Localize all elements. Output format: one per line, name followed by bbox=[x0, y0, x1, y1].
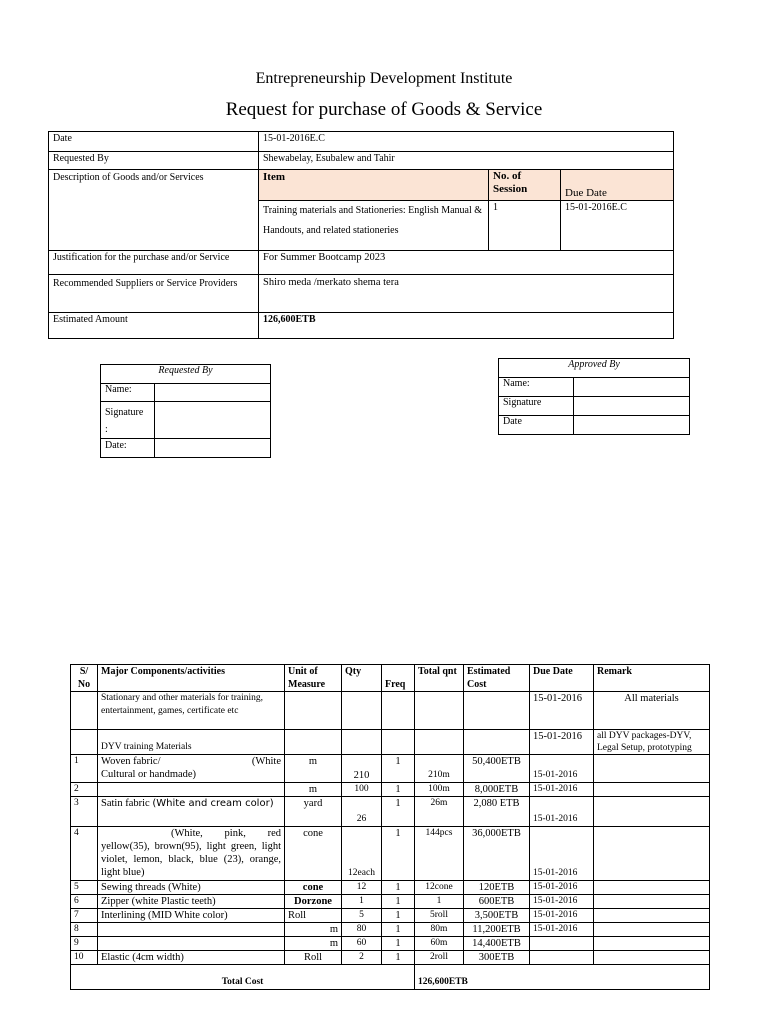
total-cell: 5roll bbox=[415, 909, 464, 923]
due-cell: 15-01-2016 bbox=[530, 797, 594, 827]
total-cell: 2roll bbox=[415, 951, 464, 965]
col-component: Major Components/activities bbox=[98, 665, 285, 692]
due-cell: 15-01-2016 bbox=[530, 923, 594, 937]
document-title: Request for purchase of Goods & Service bbox=[225, 99, 543, 120]
unit-cell: cone bbox=[285, 827, 342, 881]
due-cell: 15-01-2016 bbox=[530, 827, 594, 881]
unit-cell: yard bbox=[285, 797, 342, 827]
total-cell: 210m bbox=[415, 755, 464, 783]
cost-cell: 8,000ETB bbox=[464, 783, 530, 797]
table-row bbox=[71, 909, 710, 923]
approved-signature-field[interactable] bbox=[574, 397, 690, 416]
approved-by-box bbox=[498, 358, 690, 435]
sno-cell: 3 bbox=[71, 797, 98, 827]
component-cell: Woven fabric/ (White Cultural or handmade) bbox=[98, 755, 285, 783]
requested-date-field[interactable] bbox=[155, 439, 271, 458]
component-cell: DYV training Materials bbox=[98, 730, 285, 755]
freq-cell: 1 bbox=[382, 909, 415, 923]
approved-box-title: Approved By bbox=[499, 359, 690, 378]
component-cell: Zipper (white Plastic teeth) bbox=[98, 895, 285, 909]
component-cell: (White, pink, red yellow(35), brown(95), light green, light violet, lemon, black, blue (23), orange, light blue) bbox=[98, 827, 285, 881]
total-cost-value: 126,600ETB bbox=[415, 965, 710, 990]
cost-cell: 11,200ETB bbox=[464, 923, 530, 937]
table-row bbox=[71, 730, 710, 755]
sno-cell: 2 bbox=[71, 783, 98, 797]
sno-cell: 1 bbox=[71, 755, 98, 783]
component-cell: Sewing threads (White) bbox=[98, 881, 285, 895]
suppliers-value: Shiro meda /merkato shema tera bbox=[259, 275, 674, 313]
col-freq: Freq bbox=[382, 665, 415, 692]
sno-cell: 5 bbox=[71, 881, 98, 895]
unit-cell: cone bbox=[285, 881, 342, 895]
total-cell: 144pcs bbox=[415, 827, 464, 881]
unit-cell: Dorzone bbox=[285, 895, 342, 909]
qty-cell: 5 bbox=[342, 909, 382, 923]
qty-cell: 1 bbox=[342, 895, 382, 909]
freq-cell: 1 bbox=[382, 783, 415, 797]
unit-cell: m bbox=[285, 923, 342, 937]
remark-cell: all DYV packages-DYV, Legal Setup, prototyping bbox=[594, 730, 710, 755]
total-cost-label: Total Cost bbox=[71, 965, 415, 990]
sno-cell: 7 bbox=[71, 909, 98, 923]
total-cell: 1 bbox=[415, 895, 464, 909]
cost-cell: 14,400ETB bbox=[464, 937, 530, 951]
component-cell bbox=[98, 937, 285, 951]
table-row bbox=[71, 783, 710, 797]
cost-cell: 600ETB bbox=[464, 895, 530, 909]
unit-cell: m bbox=[285, 755, 342, 783]
due-cell bbox=[530, 937, 594, 951]
sno-cell: 6 bbox=[71, 895, 98, 909]
qty-cell: 80 bbox=[342, 923, 382, 937]
remark-cell: All materials bbox=[594, 692, 710, 730]
justification-value: For Summer Bootcamp 2023 bbox=[259, 251, 674, 275]
freq-cell: 1 bbox=[382, 923, 415, 937]
due-cell: 15-01-2016 bbox=[530, 730, 594, 755]
due-header: Due Date bbox=[561, 170, 674, 200]
qty-cell: 2 bbox=[342, 951, 382, 965]
approved-date-field[interactable] bbox=[574, 416, 690, 435]
due-cell: 15-01-2016 bbox=[530, 783, 594, 797]
table-row bbox=[71, 923, 710, 937]
col-remark: Remark bbox=[594, 665, 710, 692]
approved-date-label: Date bbox=[499, 416, 574, 435]
date-label: Date bbox=[49, 132, 259, 152]
total-cell: 60m bbox=[415, 937, 464, 951]
col-cost: Estimated Cost bbox=[464, 665, 530, 692]
total-cell: 80m bbox=[415, 923, 464, 937]
component-cell: Elastic (4cm width) bbox=[98, 951, 285, 965]
approved-signature-label: Signature bbox=[499, 397, 574, 416]
table-row bbox=[71, 937, 710, 951]
requested-date-label: Date: bbox=[101, 439, 155, 458]
freq-cell: 1 bbox=[382, 951, 415, 965]
table-row bbox=[71, 881, 710, 895]
session-header: No. of Session bbox=[489, 170, 561, 200]
requested-by-label: Requested By bbox=[49, 152, 259, 170]
materials-table bbox=[70, 664, 710, 990]
requested-box-title: Requested By bbox=[101, 365, 271, 384]
col-total: Total qnt bbox=[415, 665, 464, 692]
due-cell: 15-01-2016 bbox=[530, 881, 594, 895]
date-value: 15-01-2016E.C bbox=[259, 132, 674, 152]
approved-name-label: Name: bbox=[499, 378, 574, 397]
cost-cell: 3,500ETB bbox=[464, 909, 530, 923]
item-value: Training materials and Stationeries: English Manual & Handouts, and related stationeries bbox=[259, 200, 489, 250]
table-row bbox=[71, 951, 710, 965]
component-cell: Satin fabric (White and cream color) bbox=[98, 797, 285, 827]
due-cell: 15-01-2016 bbox=[530, 895, 594, 909]
qty-cell: 12 bbox=[342, 881, 382, 895]
total-cell: 26m bbox=[415, 797, 464, 827]
session-value: 1 bbox=[489, 200, 561, 250]
table-row bbox=[71, 692, 710, 730]
table-row bbox=[71, 797, 710, 827]
component-cell bbox=[98, 923, 285, 937]
qty-cell: 12each bbox=[342, 827, 382, 881]
unit-cell: Roll bbox=[285, 951, 342, 965]
freq-cell: 1 bbox=[382, 895, 415, 909]
sno-cell: 9 bbox=[71, 937, 98, 951]
due-cell bbox=[530, 951, 594, 965]
component-cell: Stationary and other materials for training, entertainment, games, certificate etc bbox=[98, 692, 285, 730]
unit-cell: Roll bbox=[285, 909, 342, 923]
justification-label: Justification for the purchase and/or Service bbox=[49, 251, 259, 275]
requested-signature-label: Signature : bbox=[101, 402, 155, 439]
sno-cell: 10 bbox=[71, 951, 98, 965]
col-qty: Qty bbox=[342, 665, 382, 692]
freq-cell: 1 bbox=[382, 937, 415, 951]
freq-cell: 1 bbox=[382, 827, 415, 881]
due-cell: 15-01-2016 bbox=[530, 692, 594, 730]
qty-cell: 210 bbox=[342, 755, 382, 783]
component-cell: Interlining (MID White color) bbox=[98, 909, 285, 923]
total-row bbox=[71, 965, 710, 990]
sno-cell: 4 bbox=[71, 827, 98, 881]
requested-by-value: Shewabelay, Esubalew and Tahir bbox=[259, 152, 674, 170]
cost-cell: 50,400ETB bbox=[464, 755, 530, 783]
items-subtable bbox=[259, 170, 673, 250]
cost-cell: 300ETB bbox=[464, 951, 530, 965]
item-header: Item bbox=[263, 171, 285, 183]
description-label: Description of Goods and/or Services bbox=[49, 170, 259, 251]
approved-name-field[interactable] bbox=[574, 378, 690, 397]
requested-by-box bbox=[100, 364, 271, 458]
qty-cell: 26 bbox=[342, 797, 382, 827]
unit-cell: m bbox=[285, 937, 342, 951]
col-unit: Unit of Measure bbox=[285, 665, 342, 692]
organization-name: Entrepreneurship Development Institute bbox=[255, 70, 513, 87]
due-value: 15-01-2016E.C bbox=[561, 200, 674, 250]
description-cell bbox=[259, 170, 674, 251]
suppliers-label: Recommended Suppliers or Service Providers bbox=[49, 275, 259, 313]
col-due: Due Date bbox=[530, 665, 594, 692]
amount-value: 126,600ETB bbox=[259, 313, 674, 339]
cost-cell: 36,000ETB bbox=[464, 827, 530, 881]
qty-cell: 100 bbox=[342, 783, 382, 797]
qty-cell: 60 bbox=[342, 937, 382, 951]
cost-cell: 120ETB bbox=[464, 881, 530, 895]
component-cell bbox=[98, 783, 285, 797]
table-row bbox=[71, 755, 710, 783]
sno-cell: 8 bbox=[71, 923, 98, 937]
total-cell: 12cone bbox=[415, 881, 464, 895]
col-sno: S/ No bbox=[71, 665, 98, 692]
cost-cell: 2,080 ETB bbox=[464, 797, 530, 827]
table-row bbox=[71, 895, 710, 909]
amount-label: Estimated Amount bbox=[49, 313, 259, 339]
due-cell: 15-01-2016 bbox=[530, 909, 594, 923]
total-cell: 100m bbox=[415, 783, 464, 797]
freq-cell: 1 bbox=[382, 797, 415, 827]
due-cell: 15-01-2016 bbox=[530, 755, 594, 783]
requested-name-label: Name: bbox=[101, 384, 155, 402]
unit-cell: m bbox=[285, 783, 342, 797]
request-info-table bbox=[48, 131, 674, 339]
freq-cell: 1 bbox=[382, 755, 415, 783]
requested-signature-field[interactable] bbox=[155, 402, 271, 439]
requested-name-field[interactable] bbox=[155, 384, 271, 402]
table-row bbox=[71, 827, 710, 881]
freq-cell: 1 bbox=[382, 881, 415, 895]
